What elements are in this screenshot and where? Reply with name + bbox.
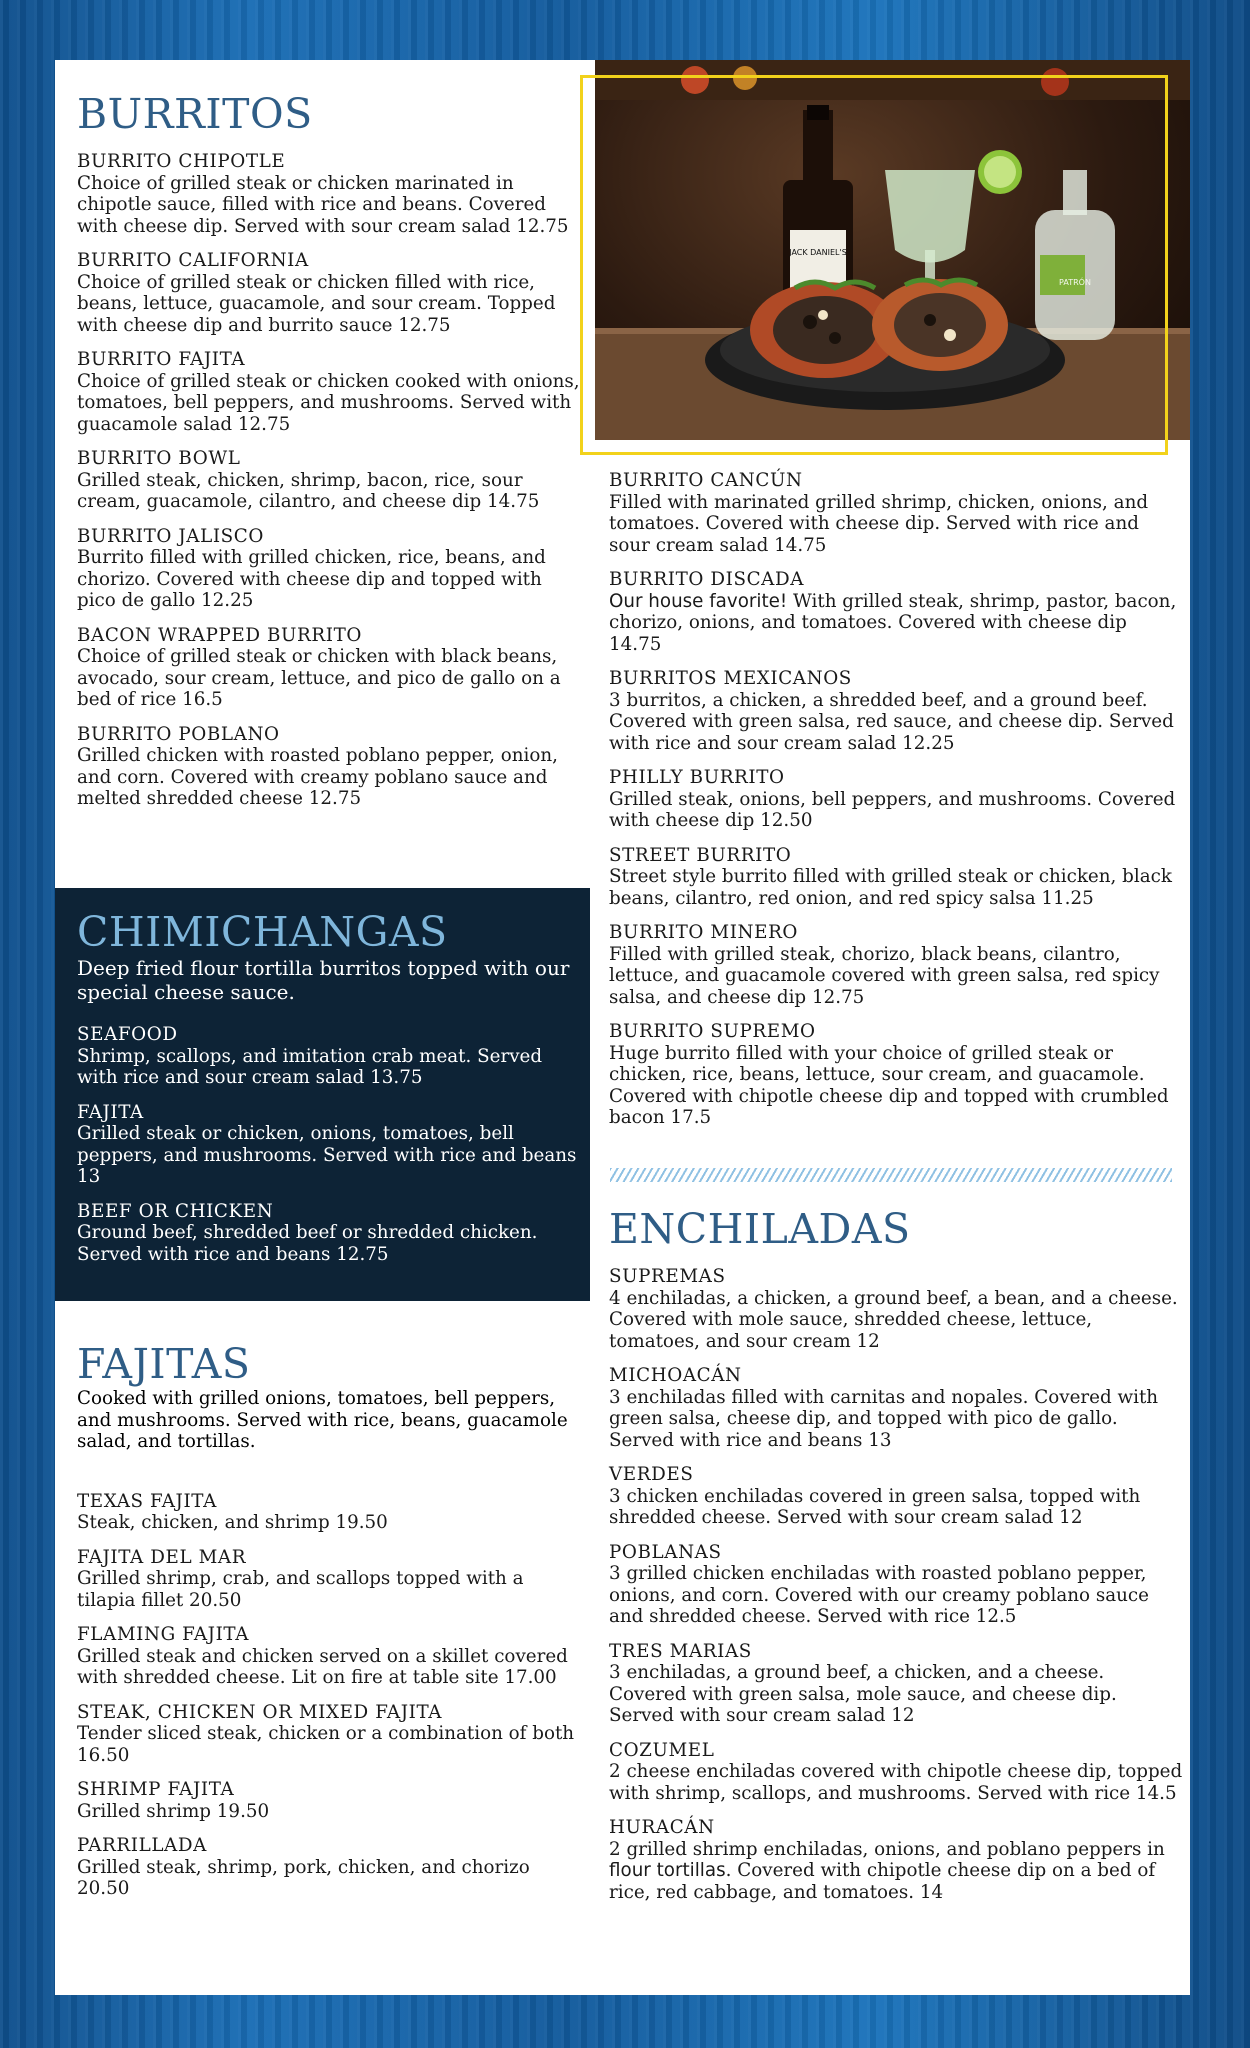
menu-item [609, 1641, 1184, 1727]
item-name: COZUMEL [609, 1739, 715, 1761]
menu-item [77, 349, 582, 435]
menu-item [77, 1779, 582, 1822]
item-desc: Burrito filled with grilled chicken, rice, beans, and chorizo. Covered with cheese dip and topped with pico de gallo 12.25 [77, 547, 546, 611]
item-name: SUPREMAS [609, 1266, 726, 1287]
menu-item [77, 1024, 577, 1089]
item-name: MICHOACÁN [609, 1365, 742, 1386]
burrito-drinks-photo [595, 60, 1190, 440]
menu-item [77, 625, 582, 711]
item-desc: Grilled chicken with roasted poblano pepper, onion, and corn. Covered with creamy poblano sauce and melted shredded cheese 12.75 [77, 745, 558, 809]
menu-item [77, 151, 582, 237]
menu-item [77, 1201, 577, 1266]
item-desc-rest: With grilled steak, shrimp, pastor, bacon, chorizo, onions, and tomatoes. Covered with cheese dip 14.75 [609, 590, 1177, 655]
item-name: FAJITA [77, 1101, 144, 1123]
burritos-section [77, 90, 582, 810]
item-name: TRES MARIAS [609, 1640, 752, 1662]
menu-item [609, 569, 1184, 655]
item-name: BURRITOS MEXICANOS [609, 668, 852, 689]
item-desc: Grilled shrimp 19.50 [77, 1800, 270, 1822]
menu-item [77, 1702, 582, 1767]
item-desc-rest: . Covered with chipotle cheese dip on a bed of rice, red cabbage, and tomatoes. 14 [609, 1860, 1156, 1903]
menu-item [77, 448, 582, 513]
item-name: BURRITO POBLANO [77, 723, 280, 745]
chimichangas-title: CHIMICHANGAS [77, 908, 448, 956]
menu-item [77, 1624, 582, 1689]
menu-item [77, 1547, 582, 1612]
item-desc: 2 cheese enchiladas covered with chipotle cheese dip, topped with shrimp, scallops, and mushrooms. Served with rice 14.5 [609, 1761, 1183, 1804]
item-name: BEEF OR CHICKEN [77, 1200, 274, 1222]
item-desc: Choice of grilled steak or chicken with black beans, avocado, sour cream, lettuce, and pico de gallo on a bed of rice 16.5 [77, 646, 561, 710]
menu-item [609, 470, 1184, 556]
item-name: BURRITO JALISCO [77, 525, 264, 547]
menu-item [609, 1365, 1184, 1451]
item-desc: Filled with marinated grilled shrimp, chicken, onions, and tomatoes. Covered with cheese dip. Served with rice and sour cream salad 14.75 [609, 491, 1149, 556]
fajitas-intro: Cooked with grilled onions, tomatoes, bell peppers, and mushrooms. Served with rice, beans, guacamole salad, and tortillas. [77, 1388, 568, 1452]
item-desc: Ground beef, shredded beef or shredded chicken. Served with rice and beans 12.75 [77, 1222, 538, 1265]
enchiladas-section [609, 1205, 1184, 1903]
item-desc: Tender sliced steak, chicken or a combination of both 16.50 [77, 1723, 575, 1766]
item-desc: Filled with grilled steak, chorizo, black beans, cilantro, lettuce, and guacamole covered with green salsa, red spicy salsa, and cheese dip 12.75 [609, 943, 1160, 1008]
item-desc [609, 591, 1184, 656]
menu-item [77, 1835, 582, 1900]
menu-item [609, 922, 1184, 1008]
menu-item [609, 1817, 1184, 1903]
menu-item [609, 1542, 1184, 1628]
item-desc: 3 enchiladas filled with carnitas and nopales. Covered with green salsa, cheese dip, and topped with pico de gallo. Served with rice and beans 13 [609, 1386, 1159, 1451]
item-desc: Choice of grilled steak or chicken marinated in chipotle sauce, filled with rice and beans. Covered with cheese dip. Served with sour cream salad 12.75 [77, 172, 569, 237]
menu-item [609, 1266, 1184, 1352]
chimichangas-section [55, 888, 590, 1301]
item-desc: 3 burritos, a chicken, a shredded beef, and a ground beef. Covered with green salsa, red sauce, and cheese dip. Served with rice and sour cream salad 12.25 [609, 689, 1174, 754]
item-name: HURACÁN [609, 1817, 715, 1838]
item-name: STREET BURRITO [609, 844, 792, 866]
item-name: BURRITO FAJITA [77, 349, 246, 370]
menu-item [77, 250, 582, 336]
item-desc: 3 enchiladas, a ground beef, a chicken, and a cheese. Covered with green salsa, mole sauce, and cheese dip. Served with sour cream salad 12 [609, 1662, 1117, 1726]
item-name: VERDES [609, 1464, 694, 1485]
menu-item [77, 1491, 582, 1534]
menu-item [77, 1102, 577, 1188]
item-name: BURRITO DISCADA [609, 569, 805, 590]
enchiladas-title: ENCHILADAS [609, 1205, 911, 1253]
item-desc: Steak, chicken, and shrimp 19.50 [77, 1512, 388, 1533]
item-desc-start: 2 grilled shrimp enchiladas, onions, and poblano peppers in [609, 1838, 1165, 1860]
item-desc: Grilled steak, onions, bell peppers, and mushrooms. Covered with cheese dip 12.50 [609, 788, 1176, 831]
item-desc: Grilled steak, chicken, shrimp, bacon, rice, sour cream, guacamole, cilantro, and cheese dip 14.75 [77, 469, 540, 512]
menu-item [609, 1021, 1184, 1129]
item-name: FLAMING FAJITA [77, 1624, 250, 1645]
fajitas-section [77, 1340, 582, 1900]
menu-item [609, 767, 1184, 832]
item-name: PHILLY BURRITO [609, 767, 785, 788]
item-name: PARRILLADA [77, 1835, 207, 1856]
item-desc: Grilled shrimp, crab, and scallops topped with a tilapia fillet 20.50 [77, 1568, 524, 1611]
item-name: BURRITO MINERO [609, 922, 799, 943]
item-name: SHRIMP FAJITA [77, 1779, 235, 1800]
fajitas-title: FAJITAS [77, 1340, 251, 1388]
menu-item [609, 1740, 1184, 1805]
item-name: TEXAS FAJITA [77, 1490, 217, 1512]
item-name: BURRITO CALIFORNIA [77, 250, 309, 271]
menu-item [609, 845, 1184, 910]
item-desc [609, 1839, 1184, 1904]
item-name: FAJITA DEL MAR [77, 1546, 247, 1568]
item-desc: Shrimp, scallops, and imitation crab meat. Served with rice and sour cream salad 13.75 [77, 1045, 543, 1088]
item-name: BACON WRAPPED BURRITO [77, 624, 362, 646]
item-name: BURRITO BOWL [77, 448, 241, 469]
item-name: BURRITO SUPREMO [609, 1021, 816, 1042]
menu-item [77, 526, 582, 612]
item-desc: Grilled steak, shrimp, pork, chicken, and chorizo 20.50 [77, 1856, 530, 1899]
item-name: SEAFOOD [77, 1024, 178, 1045]
item-desc: Huge burrito filled with your choice of grilled steak or chicken, rice, beans, lettuce, sour cream, and guacamole. Covered with chipotle cheese dip and topped with crumbled bacon 17.5 [609, 1042, 1169, 1128]
burritos-right-column [609, 470, 1184, 1129]
menu-item [77, 724, 582, 810]
chimichangas-intro: Deep fried flour tortilla burritos topped with our special cheese sauce. [77, 956, 570, 1004]
item-name: BURRITO CHIPOTLE [77, 151, 286, 172]
burritos-title: BURRITOS [77, 90, 313, 138]
flour-tortillas-highlight: flour tortillas [609, 1860, 726, 1881]
bottle-label: JACK DANIEL'S [789, 248, 847, 257]
menu-item [609, 1464, 1184, 1529]
item-name: BURRITO CANCÚN [609, 470, 803, 491]
photo-illustration [595, 60, 1190, 440]
item-desc: 3 grilled chicken enchiladas with roasted poblano pepper, onions, and corn. Covered with our creamy poblano sauce and shredded cheese. Served with rice 12.5 [609, 1563, 1149, 1627]
item-name: STEAK, CHICKEN OR MIXED FAJITA [77, 1701, 443, 1723]
item-desc: Street style burrito filled with grilled steak or chicken, black beans, cilantro, red onion, and red spicy salsa 11.25 [609, 866, 1172, 909]
section-divider [610, 1168, 1172, 1182]
item-desc: Grilled steak and chicken served on a skillet covered with shredded cheese. Lit on fire at table site 17.00 [77, 1645, 568, 1688]
item-desc: 3 chicken enchiladas covered in green salsa, topped with shredded cheese. Served with sour cream salad 12 [609, 1485, 1141, 1528]
menu-item [609, 668, 1184, 754]
item-name: POBLANAS [609, 1541, 722, 1563]
item-desc: Grilled steak or chicken, onions, tomatoes, bell peppers, and mushrooms. Served with rice and beans 13 [77, 1123, 577, 1187]
house-favorite-highlight: Our house favorite! [609, 590, 788, 612]
item-desc: 4 enchiladas, a chicken, a ground beef, a bean, and a cheese. Covered with mole sauce, shredded cheese, lettuce, tomatoes, and sour cream 12 [609, 1287, 1178, 1352]
item-desc: Choice of grilled steak or chicken cooked with onions, tomatoes, bell peppers, and mushrooms. Served with guacamole salad 12.75 [77, 370, 580, 435]
bottle2-label: PATRÓN [1059, 278, 1091, 287]
item-desc: Choice of grilled steak or chicken filled with rice, beans, lettuce, guacamole, and sour cream. Topped with cheese dip and burrito sauce 12.75 [77, 271, 556, 336]
